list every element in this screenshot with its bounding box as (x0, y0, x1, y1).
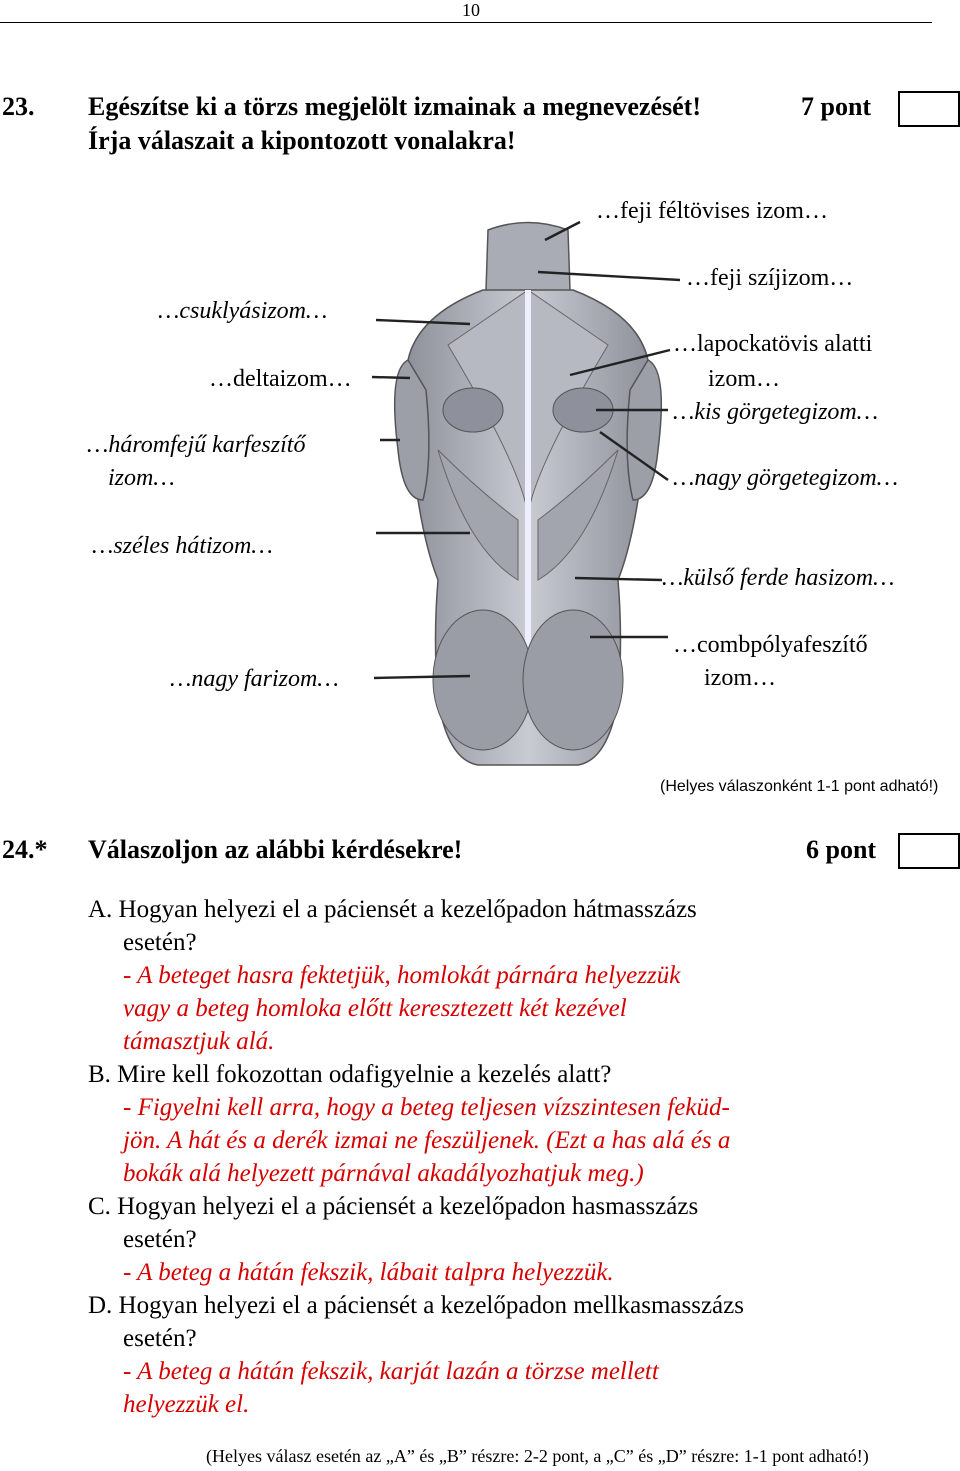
q24-number: 24.* (2, 835, 48, 864)
label-haromfeju-karfeszito: …háromfejű karfeszítő (87, 432, 306, 458)
q24-item-d (88, 1289, 948, 1421)
answer-line: - A beteg a hátán fekszik, lábait talpra helyezzük. (123, 1259, 614, 1286)
answer-line: - A beteg a hátán fekszik, karját lazán a törzse mellett (123, 1358, 659, 1385)
q24-scoring-note: (Helyes válasz esetén az „A” és „B” részre: 2-2 pont, a „C” és „D” részre: 1-1 pont adható!) (206, 1446, 869, 1466)
answer-line: helyezzük el. (123, 1391, 250, 1418)
page-number: 10 (462, 0, 480, 20)
q24-item-a (88, 893, 948, 1058)
answer-line: bokák alá helyezett párnával akadályozhatjuk meg.) (123, 1160, 644, 1187)
q24-items (88, 893, 948, 1421)
label-nagy-farizom: …nagy farizom… (170, 666, 339, 692)
q23-scoring-note: (Helyes válaszonként 1-1 pont adható!) (660, 778, 939, 795)
q24-score-box[interactable] (898, 833, 960, 869)
question-line: C. Hogyan helyezi el a páciensét a kezelőpadon hasmasszázs (88, 1193, 699, 1220)
answer-line: jön. A hát és a derék izmai ne feszüljenek. (Ezt a has alá és a (123, 1127, 731, 1154)
question-line: esetén? (123, 1325, 197, 1352)
label-lapockatovis: …lapockatövis alatti (673, 331, 873, 357)
question-line: esetén? (123, 929, 197, 956)
label-kulso-ferde-hasizom: …külső ferde hasizom… (662, 565, 895, 591)
label-feji-szijizom: …feji szíjizom… (686, 265, 854, 291)
question-line: B. Mire kell fokozottan odafigyelnie a kezelés alatt? (88, 1061, 612, 1088)
label-feji-feltovises: …feji féltövises izom… (596, 198, 828, 224)
q24-title: Válaszoljon az alábbi kérdésekre! (88, 835, 463, 864)
answer-line: támasztjuk alá. (123, 1028, 275, 1055)
q24-item-b (88, 1058, 948, 1190)
question-line: A. Hogyan helyezi el a páciensét a kezelőpadon hátmasszázs (88, 896, 697, 923)
q24-item-c (88, 1190, 948, 1289)
q23-instruction: Írja válaszait a kipontozott vonalakra! (88, 126, 516, 155)
answer-line: - A beteget hasra fektetjük, homlokát párnára helyezzük (123, 962, 681, 989)
label-szeles-hatizom: …széles hátizom… (92, 533, 273, 559)
label-nagy-gorgetegizom: …nagy görgetegizom… (673, 465, 899, 491)
q23-title: Egészítse ki a törzs megjelölt izmainak a megnevezését! (88, 92, 701, 121)
label-combpolyafeszito-izom: izom… (704, 665, 776, 691)
label-combpolyafeszito: …combpólyafeszítő (673, 632, 868, 658)
q24-points: 6 pont (806, 835, 877, 864)
label-deltaizom: …deltaizom… (209, 366, 352, 392)
answer-line: - Figyelni kell arra, hogy a beteg teljesen vízszintesen feküd- (123, 1094, 730, 1121)
label-csuklyasizom: …csuklyásizom… (158, 298, 328, 324)
question-line: D. Hogyan helyezi el a páciensét a kezelőpadon mellkasmasszázs (88, 1292, 744, 1319)
label-lapockatovis-izom: izom… (708, 366, 780, 392)
label-haromfeju-izom: izom… (108, 465, 175, 491)
label-kis-gorgetegizom: …kis görgetegizom… (673, 399, 879, 425)
question-line: esetén? (123, 1226, 197, 1253)
answer-line: vagy a beteg homloka előtt keresztezett két kezével (123, 995, 627, 1022)
q23-points: 7 pont (801, 92, 872, 121)
q23-number: 23. (2, 92, 35, 121)
